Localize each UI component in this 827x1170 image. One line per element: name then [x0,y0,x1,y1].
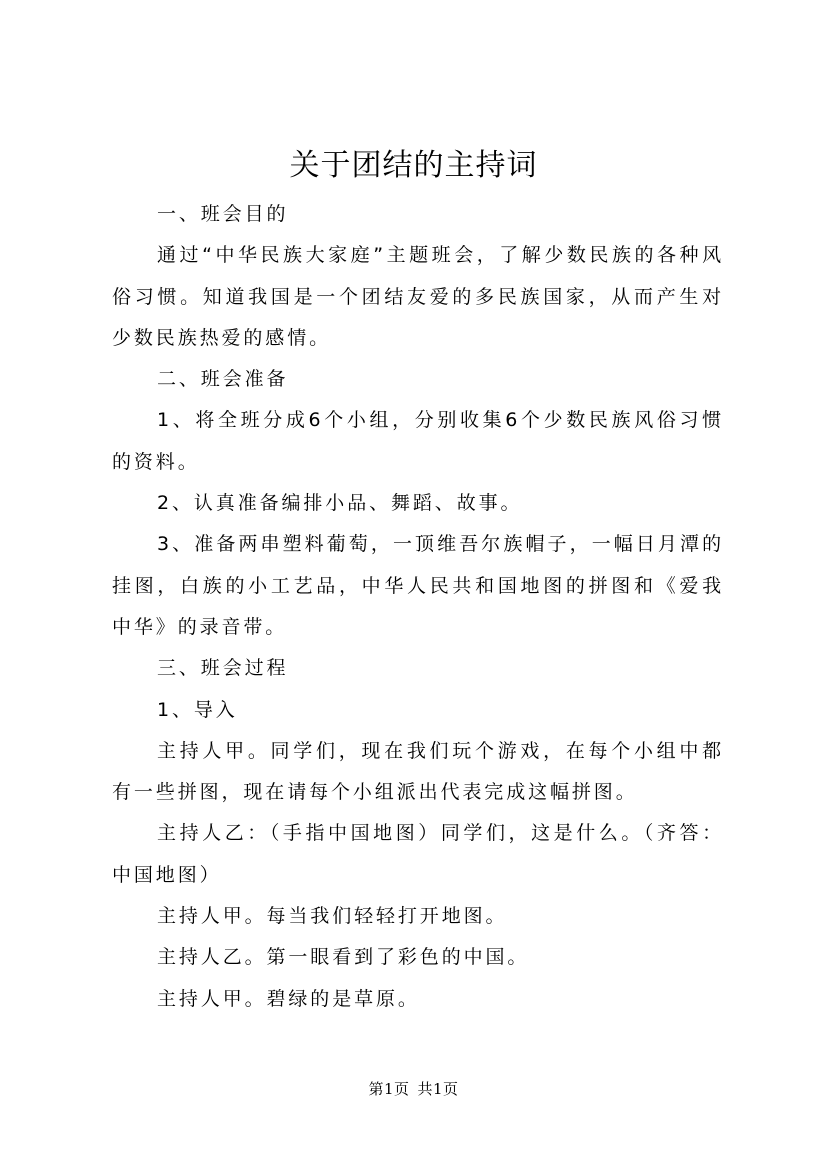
page-number: 第1页 [368,1080,410,1098]
paragraph: 主持人乙。第一眼看到了彩色的中国。 [157,946,530,969]
page-footer [0,1079,827,1099]
section-heading-preparation: 二、班会准备 [157,368,289,391]
document-title: 关于团结的主持词 [289,148,538,183]
page-total: 共1页 [417,1080,459,1098]
document-body [112,194,724,1020]
paragraph: 通过“中华民族大家庭”主题班会，了解少数民族的各种风俗习惯。知道我国是一个团结友爱的多民族国家，从而产生对少数民族热爱的感情。 [112,244,724,349]
section-heading-process: 三、班会过程 [157,657,289,680]
subheading-intro: 1、导入 [157,698,238,721]
paragraph: 3、准备两串塑料葡萄，一顶维吾尔族帽子，一幅日月潭的挂图，白族的小工艺品，中华人民共和国地图的拼图和《爱我中华》的录音带。 [112,533,724,638]
paragraph: 主持人甲。同学们，现在我们玩个游戏，在每个小组中都有一些拼图，现在请每个小组派出代表完成这幅拼图。 [112,739,724,804]
paragraph: 主持人乙：（手指中国地图）同学们，这是什么。（齐答：中国地图） [112,822,724,886]
section-heading-purpose: 一、班会目的 [157,203,289,225]
paragraph: 2、认真准备编排小品、舞蹈、故事。 [157,492,523,515]
paragraph: 1、将全班分成6个小组，分别收集6个少数民族风俗习惯的资料。 [112,409,724,473]
paragraph: 主持人甲。碧绿的是草原。 [157,987,420,1010]
paragraph: 主持人甲。每当我们轻轻打开地图。 [157,905,508,928]
